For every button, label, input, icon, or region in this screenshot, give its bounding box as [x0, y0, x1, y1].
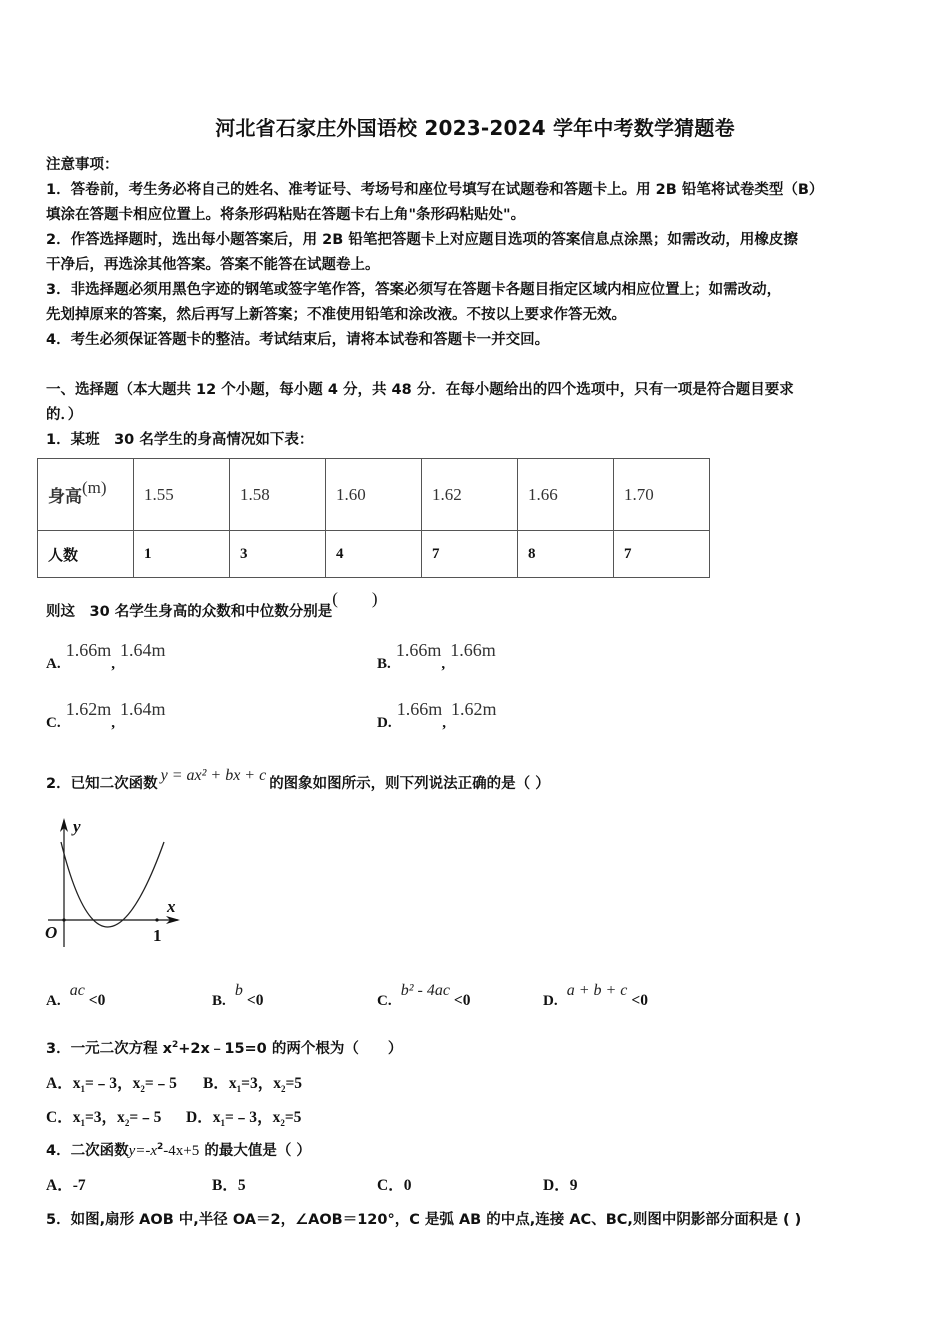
q4-option-c[interactable]: C．0 — [377, 1177, 412, 1194]
q4-option-d[interactable]: D．9 — [543, 1177, 578, 1194]
table-cell: 1.60 — [326, 459, 422, 531]
table-row-heights — [38, 459, 710, 531]
section-heading-cont: 的．） — [46, 407, 83, 423]
q1-option-b[interactable]: B. 1.66m, 1.66m — [377, 640, 496, 672]
formula: y = ax² + bx + c — [160, 767, 267, 784]
q3-option-c[interactable]: C．$x_1=3$，$x_2=﹣5$ — [46, 1109, 162, 1129]
q2-option-a[interactable]: A. ac<0 — [46, 982, 106, 1009]
q1-stem: 1．某班 30 名学生的身高情况如下表： — [46, 432, 314, 448]
q3-stem: 3．一元二次方程 $x^2+2x﹣15=0$ 的两个根为（ ） — [46, 1040, 403, 1057]
parabola-graph — [40, 812, 190, 952]
table-row-counts — [38, 531, 710, 578]
table-cell: 1.55 — [134, 459, 230, 531]
notice-line: 干净后，再选涂其他答案。答案不能答在试题卷上。 — [46, 257, 380, 273]
table-header-height: 身高(m) — [38, 459, 134, 531]
q3-option-a[interactable]: A．$x_1=﹣3$，$x_2=﹣5$ — [46, 1075, 177, 1095]
notice-line: 填涂在答题卡相应位置上。将条形码粘贴在答题卡右上角"条形码粘贴处"。 — [46, 207, 526, 223]
notice-heading: 注意事项： — [46, 157, 119, 173]
table-cell: 1.66 — [518, 459, 614, 531]
q4-option-a[interactable]: A．-7 — [46, 1177, 86, 1194]
svg-text:y: y — [73, 817, 81, 836]
table-cell: 1.58 — [230, 459, 326, 531]
q2-option-d[interactable]: D. a + b + c<0 — [543, 982, 648, 1009]
table-cell: 4 — [326, 531, 422, 578]
q1-option-a[interactable]: A. 1.66m, 1.64m — [46, 640, 166, 672]
table-cell: 7 — [614, 531, 710, 578]
svg-text:x: x — [167, 897, 176, 916]
table-header-count: 人数 — [38, 531, 134, 578]
notice-line: 3．非选择题必须用黑色字迹的钢笔或签字笔作答，答案必须写在答题卡各题目指定区域内相应位置上；如需改动， — [46, 282, 782, 298]
table-cell: 1.62 — [422, 459, 518, 531]
notice-line: 1．答卷前，考生务必将自己的姓名、准考证号、考场号和座位号填写在试题卷和答题卡上。用 2B 铅笔将试卷类型（B） — [46, 182, 824, 198]
q1-option-c[interactable]: C. 1.62m, 1.64m — [46, 699, 166, 731]
section-heading: 一、选择题（本大题共 12 个小题，每小题 4 分，共 48 分．在每小题给出的四个选项中，只有一项是符合题目要求 — [46, 382, 794, 398]
height-table — [37, 458, 710, 578]
table-cell: 7 — [422, 531, 518, 578]
q4-stem: 4．二次函数$y=-x^2-4x+5$ 的最大值是（ ） — [46, 1142, 311, 1159]
answer-blank: ( ) — [332, 589, 378, 608]
table-cell: 1.70 — [614, 459, 710, 531]
q4-option-b[interactable]: B．5 — [212, 1177, 246, 1194]
table-cell: 1 — [134, 531, 230, 578]
q1-question: 则这 30 名学生身高的众数和中位数分别是( ) — [46, 589, 378, 620]
page-title: 河北省石家庄外国语校 2023-2024 学年中考数学猜题卷 — [215, 116, 735, 140]
q3-option-d[interactable]: D．$x_1=﹣3$，$x_2=5$ — [186, 1109, 302, 1129]
q2-option-c[interactable]: C. b² - 4ac<0 — [377, 982, 471, 1009]
table-cell: 8 — [518, 531, 614, 578]
q2-option-b[interactable]: B. b<0 — [212, 982, 264, 1009]
q3-option-b[interactable]: B．$x_1=3$，$x_2=5$ — [203, 1075, 303, 1095]
q1-option-d[interactable]: D. 1.66m, 1.62m — [377, 699, 497, 731]
table-cell: 3 — [230, 531, 326, 578]
notice-line: 先划掉原来的答案，然后再写上新答案；不准使用铅笔和涂改液。不按以上要求作答无效。 — [46, 307, 626, 323]
q5-stem: 5．如图,扇形 AOB 中,半径 OA＝2，∠AOB＝120°，C 是弧 AB 的中点,连接 AC、BC,则图中阴影部分面积是 ( ) — [46, 1212, 802, 1228]
svg-text:O: O — [45, 923, 58, 942]
notice-line: 2．作答选择题时，选出每小题答案后，用 2B 铅笔把答题卡上对应题目选项的答案信息点涂黑；如需改动，用橡皮擦 — [46, 232, 798, 248]
svg-text:1: 1 — [153, 926, 162, 945]
q2-stem: 2．已知二次函数 y = ax² + bx + c 的图象如图所示，则下列说法正确的是（ ） — [46, 767, 550, 792]
unit-label: (m) — [82, 478, 107, 497]
notice-line: 4．考生必须保证答题卡的整洁。考试结束后，请将本试卷和答题卡一并交回。 — [46, 332, 550, 348]
